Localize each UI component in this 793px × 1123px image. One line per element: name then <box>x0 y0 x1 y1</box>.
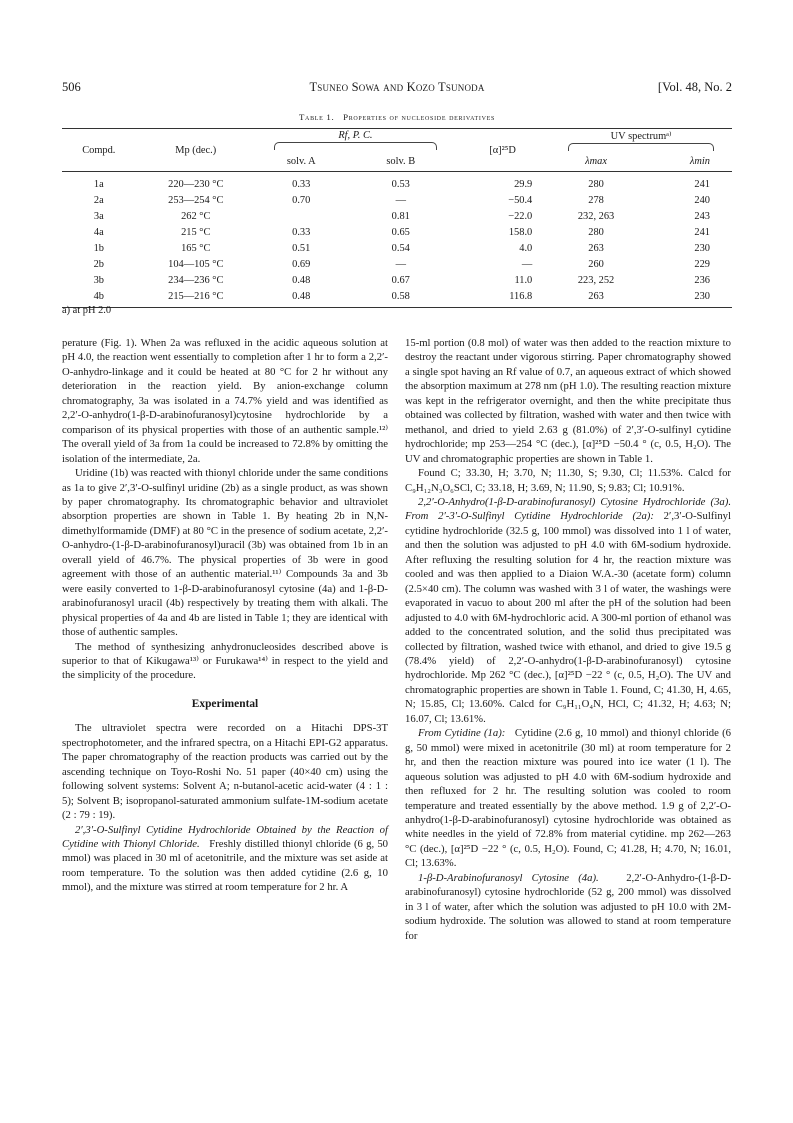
cell-compd: 4a <box>93 226 104 238</box>
cell-solv-b: 0.54 <box>391 242 410 254</box>
cell-solv-b: 0.81 <box>391 210 410 222</box>
header-solv-b: solv. B <box>386 155 416 167</box>
table-header-row-1 <box>62 129 732 152</box>
cell-lmin: 229 <box>694 258 710 270</box>
header-mp: Mp (dec.) <box>175 144 217 156</box>
cell-alpha: — <box>521 258 533 270</box>
uv-brace <box>568 143 714 151</box>
cell-solv-b: 0.53 <box>391 178 410 190</box>
header-lmax: λmax <box>585 155 607 167</box>
body-paragraph: The method of synthesizing anhydronucleosides described above is superior to that of Kikugawa¹³⁾ or Furukawa¹⁴⁾ in respect to the yield and the simplicity of the procedure. <box>62 640 388 682</box>
header-uv <box>550 129 732 152</box>
cell-lmax: 223, 252 <box>577 274 615 286</box>
cell-solv-b: — <box>395 258 406 270</box>
cell-solv-a: 0.48 <box>292 274 311 286</box>
cell-lmax: 260 <box>588 258 604 270</box>
cell-solv-a: 0.70 <box>292 194 311 206</box>
running-title: Tsuneo Sowa and Kozo Tsunoda <box>309 80 485 94</box>
table-row <box>62 240 732 256</box>
cell-mp: 104—105 °C <box>168 258 224 270</box>
header-solv-a: solv. A <box>286 155 316 167</box>
table-row <box>62 192 732 208</box>
cell-alpha: 158.0 <box>508 226 533 238</box>
table-row <box>62 208 732 224</box>
header-rf-label: Rf, P. C. <box>338 130 373 141</box>
header-uv-label: UV spectrumᵃ⁾ <box>610 130 672 142</box>
cell-mp: 262 °C <box>181 210 211 222</box>
cell-mp: 253—254 °C <box>168 194 224 206</box>
cell-lmax: 263 <box>588 242 604 254</box>
cell-solv-a: 0.33 <box>292 226 311 238</box>
procedure-title: From Cytidine (1a): <box>418 727 506 740</box>
cell-lmax: 278 <box>588 194 604 206</box>
cell-solv-b: — <box>395 194 406 206</box>
table-row <box>62 272 732 288</box>
page-header <box>62 80 732 98</box>
header-lmin: λmin <box>689 155 710 167</box>
table-caption <box>62 112 732 122</box>
cell-alpha: 4.0 <box>519 242 533 254</box>
experimental-paragraph <box>62 823 388 895</box>
procedure-title: 2′,3′-O-Sulfinyl Cytidine Hydrochloride Obtained by the Reaction of Cytidine with Thionyl Chloride. <box>62 823 388 850</box>
procedure-paragraph <box>405 495 731 726</box>
cell-lmin: 241 <box>694 226 710 238</box>
procedure-title: 1-β-D-Arabinofuranosyl Cytosine (4a). <box>418 871 599 884</box>
procedure-title: 2,2′-O-Anhydro(1-β-D-arabinofuranosyl) Cytosine Hydrochloride (3a). From 2′-3′-O-Sulfinyl Cytidine Hydrochloride (2a): <box>405 495 731 523</box>
cell-alpha: 116.8 <box>455 288 550 308</box>
cell-mp: 220—230 °C <box>168 178 224 190</box>
header-alpha: [α]²⁵D <box>489 144 516 156</box>
cell-solv-b: 0.67 <box>391 274 410 286</box>
procedure-text: 2,2′-O-Anhydro-(1-β-D-arabinofuranosyl) cytosine hydrochloride (52 g, 200 mmol) was dissolved in 3 l of water, after which the solution was adjusted to pH 10.0 with 2M-sodium hydroxide. The solution was allowed to stand at room temperature for <box>405 871 732 942</box>
cell-solv-a: 0.51 <box>292 242 311 254</box>
table-row <box>62 256 732 272</box>
page-number: 506 <box>62 80 81 94</box>
cell-solv-b: 0.58 <box>347 288 455 308</box>
cell-solv-a: 0.33 <box>292 178 311 190</box>
cell-solv-b: 0.65 <box>391 226 410 238</box>
rf-brace <box>274 142 437 150</box>
header-rf <box>256 129 455 152</box>
section-heading: Experimental <box>191 697 259 710</box>
cell-compd: 3b <box>93 274 104 286</box>
cell-compd: 2b <box>93 258 104 270</box>
cell-lmax: 280 <box>588 226 604 238</box>
table-row <box>62 172 732 193</box>
table-footnote: a) at pH 2.0 <box>62 305 112 316</box>
cell-solv-a <box>256 208 347 224</box>
cell-mp: 215—216 °C <box>136 288 256 308</box>
procedure-paragraph <box>405 726 731 871</box>
cell-lmax: 263 <box>550 288 642 308</box>
cell-lmin: 243 <box>694 210 710 222</box>
procedure-paragraph <box>405 871 731 943</box>
cell-alpha: 29.9 <box>514 178 533 190</box>
cell-mp: 234—236 °C <box>168 274 224 286</box>
cell-mp: 215 °C <box>181 226 211 238</box>
cell-lmin: 241 <box>694 178 710 190</box>
body-paragraph: Uridine (1b) was reacted with thionyl chloride under the same conditions as 1a to give 2′,3′-O-sulfinyl uridine (2b) as a single product, as was shown by paper chromatography. Its chromatographic behavior and ultraviolet absorption properties are shown in Table 1. By heating 2b in N,N-dimethylformamide (DMF) at 80 °C in the presence of sodium acetate, 2,2′-O-anhydro-(1-β-D-arabinofuranosyl)uracil (3b) was obtained from 1b in an overall yield of 46.7%. The physical properties of 3b were in good agreement with those of an authentic material.¹¹⁾ Compounds 3a and 3b were easily converted to 1-β-D-arabinofuranosyl cytosine (4a) and 1-β-D-arabinofuranosyl uracil (4b) respectively by treating them with alkali. The physical properties of 4a and 4b are listed in Table 1; they are identical with those of authentic samples. <box>62 467 388 639</box>
cell-lmin: 236 <box>694 274 710 286</box>
volume-label: [Vol. 48, No. 2 <box>657 80 732 94</box>
body-paragraph: perature (Fig. 1). When 2a was refluxed in the acidic aqueous solution at pH 4.0, the reaction went essentially to completion after 1 hr to form a 2,2′-O-anhydro-linkage and it could be heated at 80 °C for 2 hr without any deterioration in the reaction yield. By anion-exchange column chromatography, 3a was isolated in a 74.7% yield and was identified as 2,2′-O-anhydro(1-β-D-arabinofuranosyl)cytosine hydrochloride by a comparison of its physical properties with those of an authentic sample.¹²⁾ The overall yield of 3a from 1a could be increased to 72.8% by omitting the isolation of the intermediate, 2a. <box>62 337 388 465</box>
header-compd: Compd. <box>82 144 116 156</box>
cell-lmax: 232, 263 <box>577 210 615 222</box>
cell-compd: 3a <box>93 210 104 222</box>
cell-lmax: 280 <box>588 178 604 190</box>
properties-table <box>62 128 732 308</box>
experimental-paragraph: The ultraviolet spectra were recorded on a Hitachi DPS-3T spectrophotometer, and the infrared spectra, on a Hitachi EPI-G2 apparatus. The paper chromatography of the reaction products was carried out by the ascending technique on Toyo-Roshi No. 51 paper (40×40 cm) using the following solvent systems: Solvent A; n-butanol-acetic acid-water (4 : 1 : 5); Solvent B; isopropanol-saturated ammonium sulfate-1M-sodium acetate (2 : 79 : 19). <box>62 722 388 822</box>
left-column <box>62 336 388 895</box>
table-row <box>62 288 732 308</box>
procedure-text: Cytidine (2.6 g, 10 mmol) and thionyl chloride (6 g, 50 mmol) were mixed in acetonitrile (30 ml) at room temperature for 2 hr, and then the reaction mixture was poured into ice water (1 l). The aqueous solution was adjusted to pH 4.0 with 6M-sodium hydroxide and then refluxed for 2 hr. The resulting solution was cooled to room temperature and treated essentially by the above method. 1.9 g of 2,2′-O-anhydro(1-β-D-arabinofuranosyl) cytosine hydrochloride was obtained as white needles in the yield of 72.8% from material cytidine. mp 262—263 °C (dec.), [α]²⁵D −22 ° (c, 0.5, H₂O). Found, C; 41.28, H; 4.70, N; 16.01, Cl; 13.63%. <box>405 727 731 870</box>
analysis-paragraph: Found C; 33.30, H; 3.70, N; 11.30, S; 9.30, Cl; 11.53%. Calcd for C₉H₁₂N₃O₆SCl, C; 33.18, H; 3.69, N; 11.90, S; 9.83; Cl; 10.91%. <box>405 467 731 494</box>
procedure-text: 2′,3′-O-Sulfinyl cytidine hydrochloride (32.5 g, 100 mmol) was dissolved into 1 l of water, and then the solution was adjusted to pH 4.0 with 6M-sodium hydroxide. After refluxing the resulting solution for 4 hr, the reaction mixture was cooled and was then applied to a Diaion W.A.-30 (acetate form) column (2.5×40 cm). The column was washed with 3 l of water, the washings were evaporated in vacuo to about 200 ml after the pH of the solution had been adjusted to 4.0 with 6M-hydrochloric acid. A 300-ml portion of ethanol was added to the concentrated solution, and the solid thus precipitated was collected by filtration, washed twice with ethanol, and dried to give 19.5 g (78.4% yield) of 2,2′-O-anhydro(1-β-D-arabinofuranosyl) cytosine hydrochloride. Mp 262 °C (dec.), [α]²⁵D −22 ° (c, 0.5, H₂O). The UV and chromatographic properties are shown in Table 1. Found, C; 41.30, H, 4.65, N; 15.85, Cl; 13.60%. Calcd for C₉H₁₁O₄N, HCl, C; 41.32, H; 4.63; N; 16.07, Cl; 13.61%. <box>405 510 731 725</box>
procedure-text: Freshly distilled thionyl chloride (6 g, 50 mmol) was placed in 30 ml of acetonitrile, and the mixture was set aside at room temperature. To the solution was then added cytidine (2.6 g, 10 mmol), and the mixture was stirred at room temperature for 2 hr. A <box>62 837 389 894</box>
cell-lmin: 230 <box>694 242 710 254</box>
cell-alpha: −22.0 <box>508 210 533 222</box>
cell-compd: 2a <box>93 194 104 206</box>
cell-alpha: 11.0 <box>514 274 533 286</box>
cell-compd: 4b <box>62 288 136 308</box>
cell-lmin: 240 <box>694 194 710 206</box>
right-column <box>405 336 731 943</box>
cell-lmin: 230 <box>642 288 732 308</box>
cell-alpha: −50.4 <box>508 194 533 206</box>
table-title: Properties of nucleoside derivatives <box>343 112 496 122</box>
cell-compd: 1a <box>93 178 104 190</box>
table-row <box>62 224 732 240</box>
cell-solv-a: 0.69 <box>292 258 311 270</box>
cell-solv-a: 0.48 <box>256 288 347 308</box>
table-label: Table 1. <box>298 112 335 122</box>
body-paragraph: 15-ml portion (0.8 mol) of water was then added to the reaction mixture to destroy the reactant under vigorous stirring. Paper chromatography showed a single spot having an Rf value of 0.7, an aqueous extract of which showed the absorption maximum at 278 nm (pH 1.0). The resulting reaction mixture was kept in the refrigerator overnight, and then the white precipitate thus obtained was collected by filtration, washed with water and then twice with methanol, and dried to yield 2.63 g (81.0%) of 2′,3′-O-sulfinyl cytidine hydrochloride; mp 253—254 °C (dec.), [α]²⁵D −50.4 ° (c, 0.5, H₂O). The UV and chromatographic properties are shown in Table 1. <box>405 337 731 465</box>
cell-mp: 165 °C <box>181 242 211 254</box>
cell-compd: 1b <box>93 242 104 254</box>
